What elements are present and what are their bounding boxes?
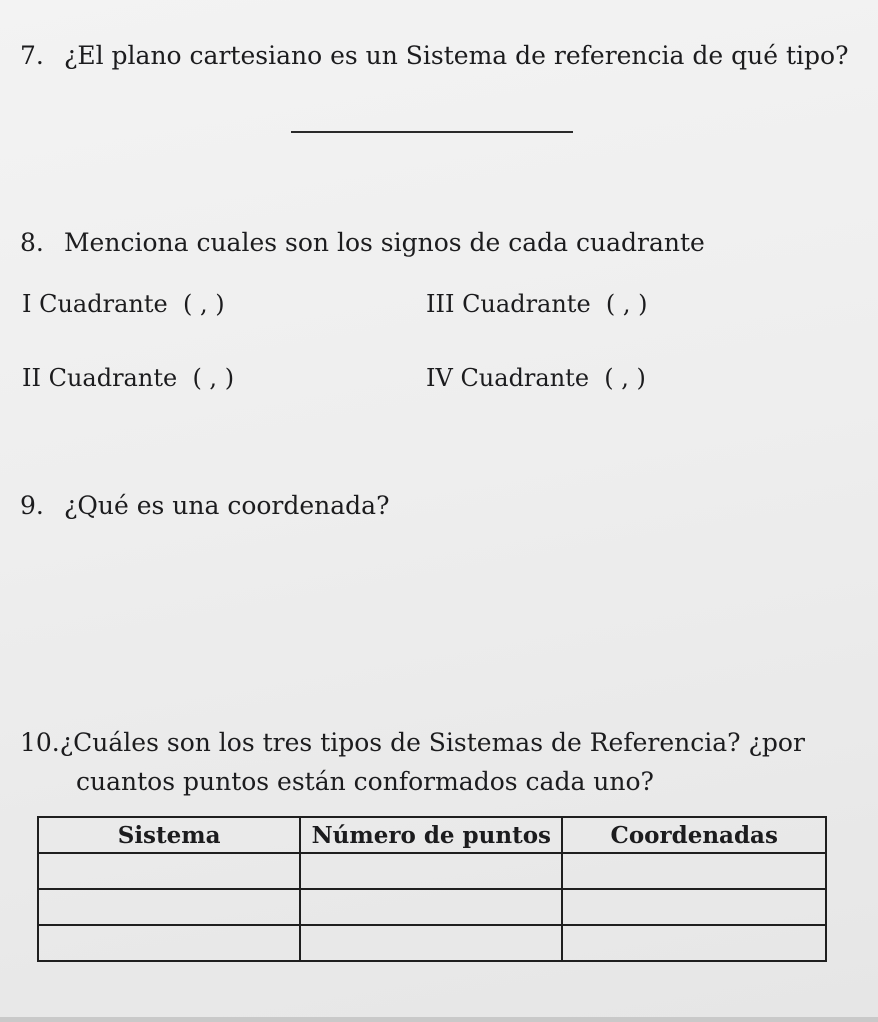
question-9-number: 9.: [20, 491, 44, 520]
page-bottom-edge: [0, 1017, 878, 1022]
header-coordenadas: Coordenadas: [562, 817, 826, 853]
question-10-line-2: cuantos puntos están conformados cada uno?: [76, 767, 654, 796]
question-7-text: ¿El plano cartesiano es un Sistema de referencia de qué tipo?: [63, 41, 849, 70]
table-cell[interactable]: [38, 853, 300, 889]
table-cell[interactable]: [300, 889, 562, 925]
quadrant-1-sign-blank[interactable]: ( , ): [182, 290, 225, 318]
answer-line-7[interactable]: [291, 131, 573, 133]
question-9: [20, 491, 390, 520]
header-numero-de-puntos: Número de puntos: [300, 817, 562, 853]
question-10-number: 10.: [20, 728, 60, 757]
table-cell[interactable]: [38, 889, 300, 925]
table-header-row: [38, 817, 826, 853]
quadrant-4-row: [426, 364, 714, 392]
table-cell[interactable]: [300, 925, 562, 961]
question-7: [20, 41, 848, 70]
question-9-text: ¿Qué es una coordenada?: [63, 491, 390, 520]
question-7-number: 7.: [20, 41, 44, 70]
table-cell[interactable]: [562, 853, 826, 889]
question-8-number: 8.: [20, 228, 44, 257]
quadrant-4-sign-blank[interactable]: ( , ): [604, 364, 646, 392]
reference-systems-table: [37, 816, 827, 962]
quadrant-3-sign-blank[interactable]: ( , ): [605, 290, 648, 318]
header-sistema: Sistema: [38, 817, 300, 853]
table-cell[interactable]: [562, 925, 826, 961]
quadrant-2-label: II Cuadrante: [22, 364, 178, 392]
quadrant-3-row: [426, 290, 716, 318]
quadrant-4-label: IV Cuadrante: [426, 364, 590, 392]
quadrant-3-label: III Cuadrante: [426, 290, 591, 318]
quadrant-1-label: I Cuadrante: [22, 290, 168, 318]
table-cell[interactable]: [38, 925, 300, 961]
table-row: [38, 925, 826, 961]
table-cell[interactable]: [562, 889, 826, 925]
table-cell[interactable]: [300, 853, 562, 889]
quadrant-1-row: [22, 290, 293, 318]
question-10-line-1: ¿Cuáles son los tres tipos de Sistemas de Referencia? ¿por: [59, 728, 805, 757]
question-8: [20, 228, 705, 257]
table-row: [38, 889, 826, 925]
question-8-text: Menciona cuales son los signos de cada cuadrante: [63, 228, 705, 257]
question-10: [20, 723, 860, 801]
table-row: [38, 853, 826, 889]
quadrant-2-sign-blank[interactable]: ( , ): [192, 364, 235, 392]
quadrant-2-row: [22, 364, 302, 392]
